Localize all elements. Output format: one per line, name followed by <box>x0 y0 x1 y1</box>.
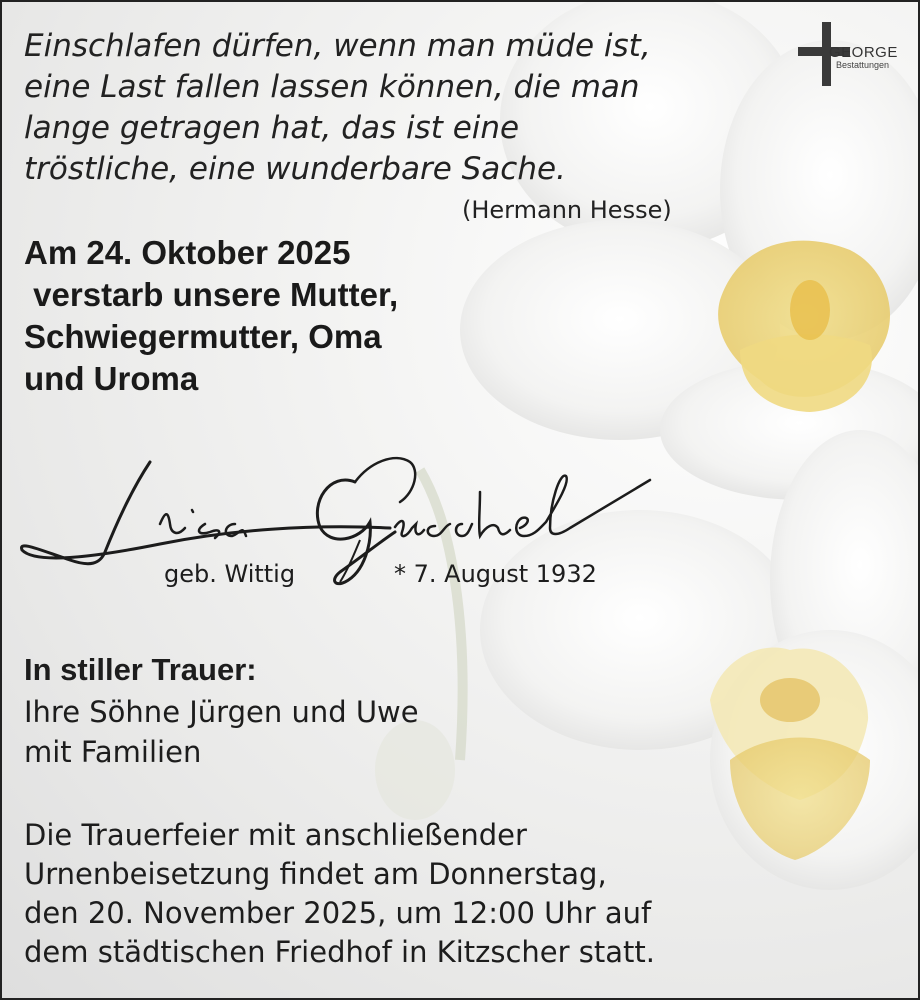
announcement-line: Am 24. Oktober 2025 <box>24 234 351 271</box>
birth-name: geb. Wittig <box>164 560 296 588</box>
announcement-line: verstarb unsere Mutter, <box>24 276 399 313</box>
death-announcement <box>24 232 398 400</box>
service-line: Die Trauerfeier mit anschließender <box>24 818 527 852</box>
funeral-home-logo <box>798 22 908 88</box>
service-details <box>24 816 655 972</box>
quote <box>24 26 764 190</box>
quote-line: Einschlafen dürfen, wenn man müde ist, <box>24 28 651 64</box>
quote-line: tröstliche, eine wunderbare Sache. <box>24 151 566 187</box>
logo-name: GEORGE <box>829 44 898 61</box>
service-line: dem städtischen Friedhof in Kitzscher statt. <box>24 935 655 969</box>
announcement-line: Schwiegermutter, Oma <box>24 318 382 355</box>
service-line: den 20. November 2025, um 12:00 Uhr auf <box>24 896 652 930</box>
quote-line: eine Last fallen lassen können, die man <box>24 69 640 105</box>
mourner-line: mit Familien <box>24 735 202 769</box>
quote-line: lange getragen hat, das ist eine <box>24 110 520 146</box>
mourners-heading: In stiller Trauer: <box>24 652 257 687</box>
mourners-list <box>24 692 419 772</box>
mourner-line: Ihre Söhne Jürgen und Uwe <box>24 695 419 729</box>
service-line: Urnenbeisetzung findet am Donnerstag, <box>24 857 607 891</box>
birth-date: * 7. August 1932 <box>394 560 597 588</box>
announcement-line: und Uroma <box>24 360 199 397</box>
logo-subtitle: Bestattungen <box>836 60 890 70</box>
quote-author: (Hermann Hesse) <box>462 196 672 224</box>
